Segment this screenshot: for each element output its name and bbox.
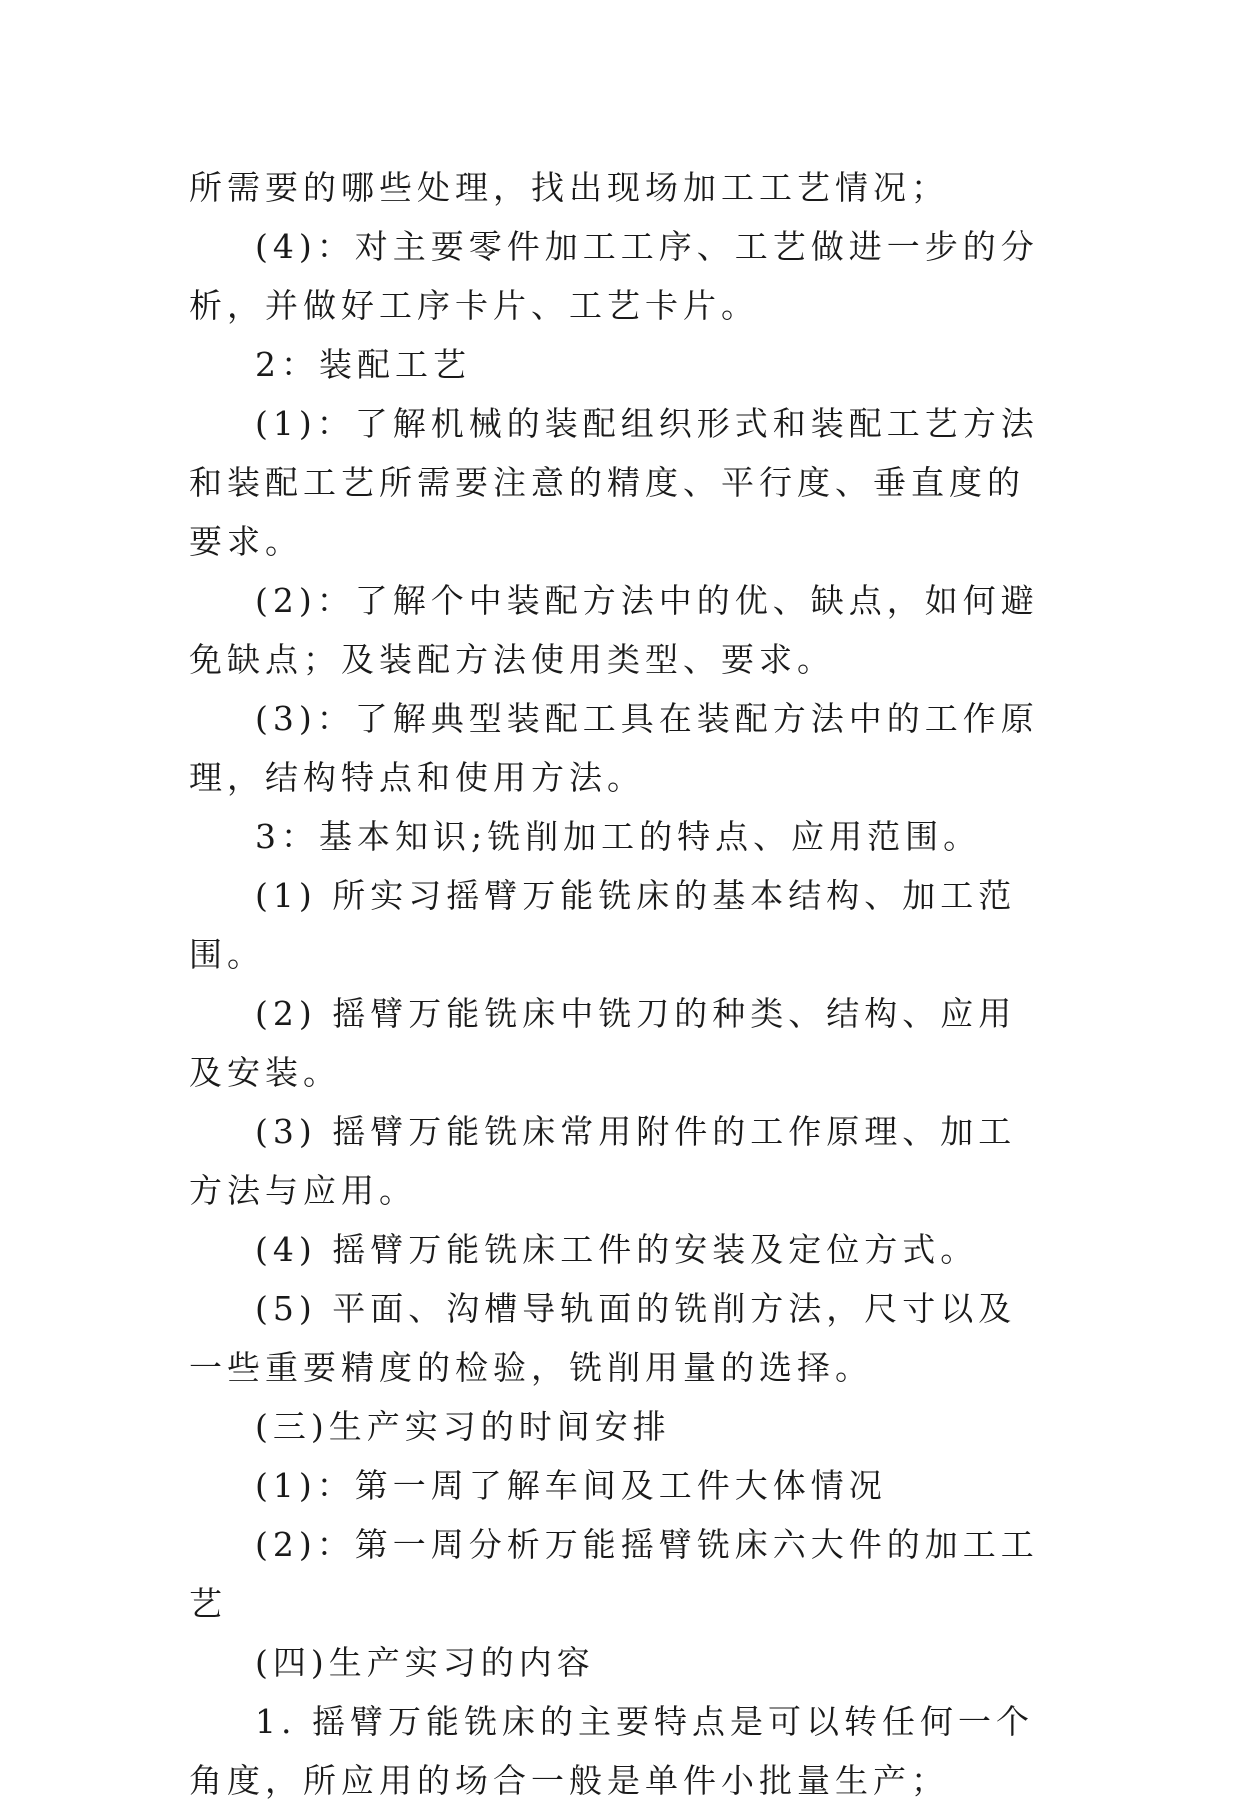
paragraph-assembly-item-3: (3)：了解典型装配工具在装配方法中的工作原理，结构特点和使用方法。	[189, 699, 1039, 797]
paragraph-item-4-process-analysis: (4)：对主要零件加工工序、工艺做进一步的分析，并做好工序卡片、工艺卡片。	[189, 227, 1039, 325]
paragraph-schedule-item-1: (1)：第一周了解车间及工件大体情况	[255, 1466, 887, 1505]
paragraph-knowledge-item-5: (5) 平面、沟槽导轨面的铣削方法，尺寸以及一些重要精度的检验，铣削用量的选择。	[189, 1289, 1017, 1387]
section-heading-assembly-process: 2：装配工艺	[255, 345, 471, 384]
paragraph-knowledge-item-4: (4) 摇臂万能铣床工件的安装及定位方式。	[255, 1230, 979, 1269]
section-heading-schedule: (三)生产实习的时间安排	[255, 1407, 671, 1446]
paragraph-assembly-item-2: (2)：了解个中装配方法中的优、缺点，如何避免缺点；及装配方法使用类型、要求。	[189, 581, 1039, 679]
section-heading-basic-knowledge: 3：基本知识;铣削加工的特点、应用范围。	[255, 817, 982, 856]
section-heading-content: (四)生产实习的内容	[255, 1643, 595, 1682]
paragraph-content-item-1: 1. 摇臂万能铣床的主要特点是可以转任何一个角度，所应用的场合一般是单件小批量生产；	[189, 1702, 1034, 1800]
paragraph-assembly-item-1: (1)：了解机械的装配组织形式和装配工艺方法和装配工艺所需要注意的精度、平行度、垂直度的要求。	[189, 404, 1039, 561]
paragraph-knowledge-item-2: (2) 摇臂万能铣床中铣刀的种类、结构、应用及安装。	[189, 994, 1017, 1092]
paragraph-processing-continuation: 所需要的哪些处理，找出现场加工工艺情况；	[189, 168, 949, 207]
paragraph-knowledge-item-1: (1) 所实习摇臂万能铣床的基本结构、加工范围。	[189, 876, 1017, 974]
document-body	[189, 158, 1049, 1810]
paragraph-knowledge-item-3: (3) 摇臂万能铣床常用附件的工作原理、加工方法与应用。	[189, 1112, 1017, 1210]
paragraph-schedule-item-2: (2)：第一周分析万能摇臂铣床六大件的加工工艺	[189, 1525, 1039, 1623]
